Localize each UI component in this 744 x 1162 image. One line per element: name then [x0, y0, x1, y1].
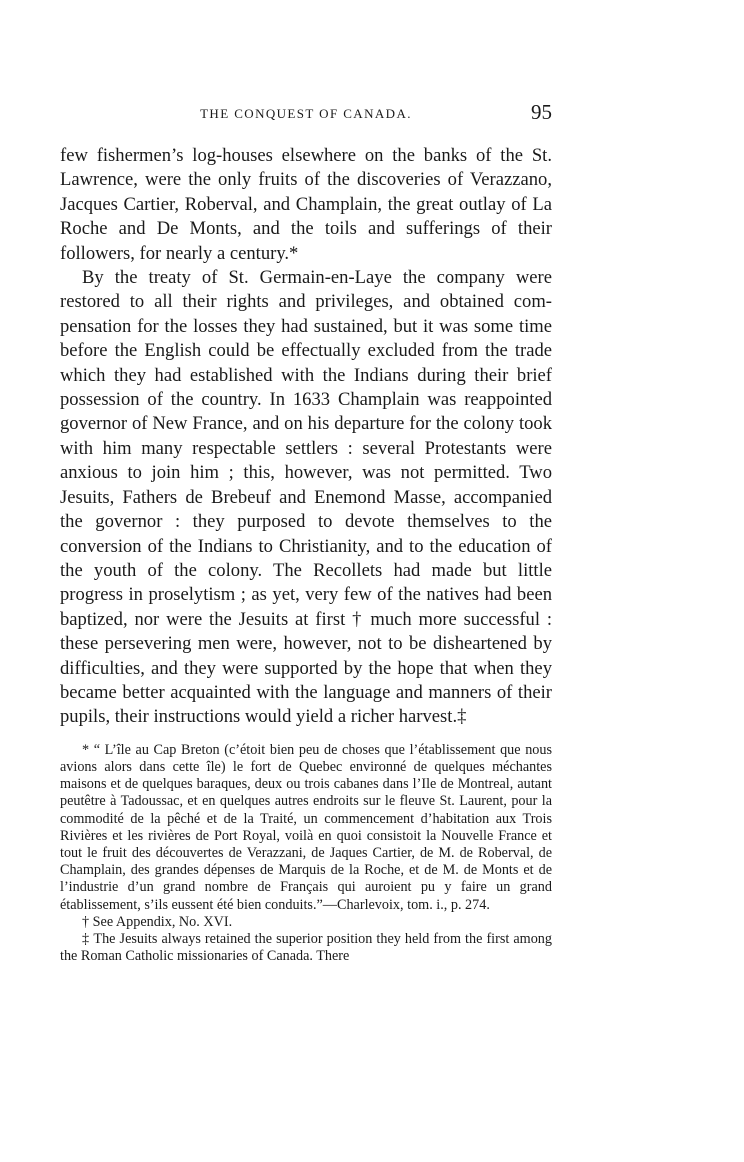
- footnote-jesuits: ‡ The Jesuits always retained the superior position they held from the first among the Roman Catholic missionaries of Canada. There: [60, 930, 552, 965]
- running-header: [60, 100, 552, 128]
- footnotes: [60, 742, 552, 966]
- footnote-charlevoix: * “ L’île au Cap Breton (c’étoit bien peu de choses que l’établissement que nous avions alors dans cette île) le fort de Quebec environné de quelques méchantes maisons et de quelques baraques, deux ou trois cabanes dans l’Ile de Montreal, autant peutêtre à Tadoussac, et en quelques autres endroits sur le fleuve St. Laurent, pour la commodité de la pêché et de la Traité, un commencement d’habitation aux Trois Rivières et les rivières de Port Royal, voilà en quoi consistoit la Nouvelle France et tout le fruit des découvertes de Verazzani, de Jaques Cartier, de M. de Roberval, de Champlain, des grandes dépenses de Marquis de la Roche, et de M. de Monts et de l’industrie d’un grand nombre de Français qui auroient pu y faire un grand établissement, s’ils eussent été bien conduits.”—Charlevoix, tom. i., p. 274.: [60, 741, 552, 913]
- main-text: [60, 144, 552, 730]
- running-title: THE CONQUEST OF CANADA.: [200, 106, 412, 121]
- footnote-appendix: † See Appendix, No. XVI.: [82, 913, 233, 930]
- book-page: [60, 100, 552, 965]
- page-number: 95: [531, 100, 552, 124]
- paragraph-continued: few fishermen’s log-houses elsewhere on the banks of the St. Lawrence, were the only fruits of the discoveries of Verazzano, Jacques Cartier, Roberval, and Champlain, the great outlay of La Roche and De Monts, and the toils and sufferings of their followers, for nearly a century.*: [60, 145, 552, 264]
- paragraph-treaty: By the treaty of St. Germain-en-Laye the company were restored to all their rights and privileges, and obtained compensation for the losses they had sustained, but it was some time before the English could be effectually excluded from the trade which they had established with the Indians during their brief possession of the country. In 1633 Champlain was reappointed governor of New France, and on his departure for the colony took with him many respectable settlers : several Protestants were anxious to join him ; this, however, was not permitted. Two Jesuits, Fathers de Brebeuf and Enemond Masse, accompanied the governor : they purposed to devote themselves to the conversion of the Indians to Christianity, and to the education of the youth of the colony. The Recollets had made but little progress in proselytism ; as yet, very few of the natives had been baptized, nor were the Jesuits at first † much more successful : these persevering men were, however, not to be disheartened by difficulties, and they were supported by the hope that when they became better acquainted with the language and manners of their pupils, their instructions would yield a richer harvest.‡: [60, 267, 552, 728]
